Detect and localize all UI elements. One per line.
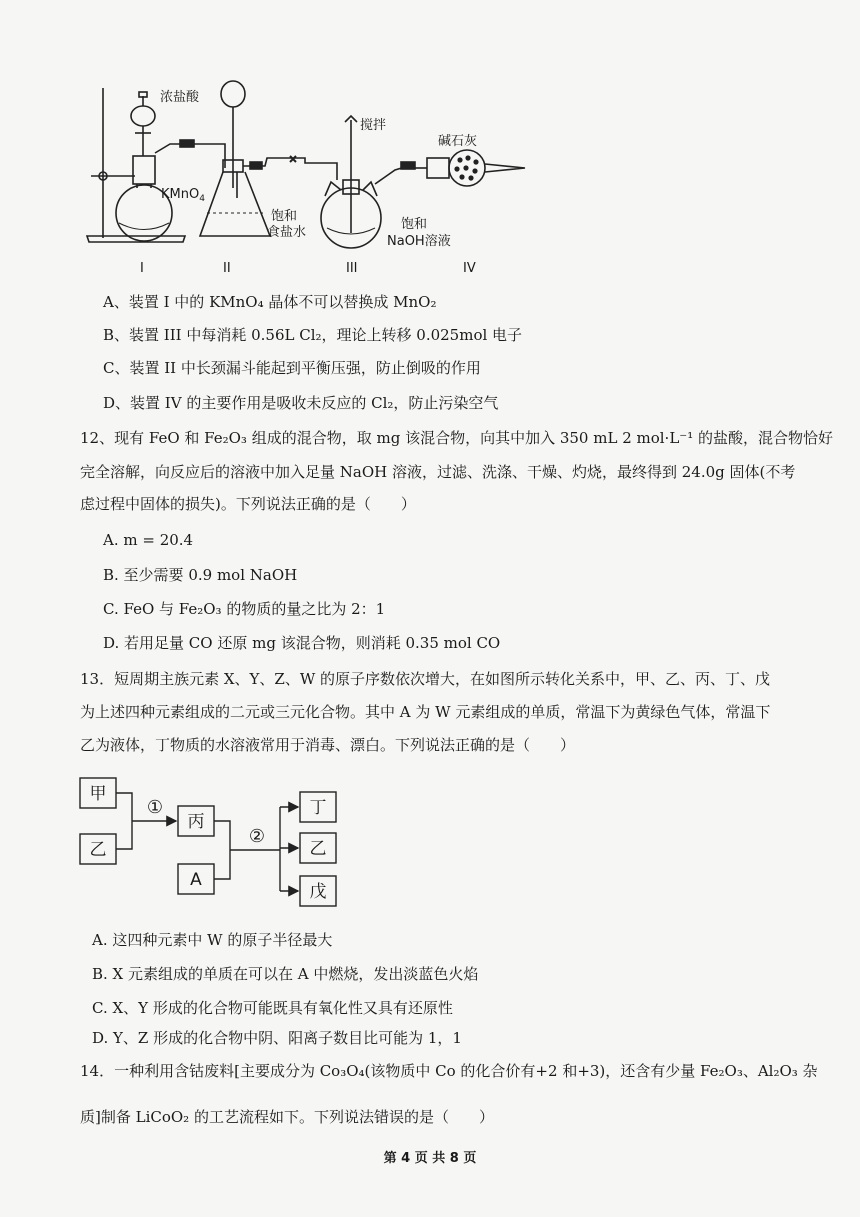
q13-stem-line2: 为上述四种元素组成的二元或三元化合物。其中 A 为 W 元素组成的单质，常温下为黄绿色气体，常温下 [80,703,771,721]
device-label-1: I [140,261,144,276]
q13-transformation-diagram [70,770,360,915]
label-soda-lime: 碱石灰 [438,134,478,149]
q11-option-a: A、装置 I 中的 KMnO₄ 晶体不可以替换成 MnO₂ [103,293,437,311]
device-label-2: II [223,261,231,276]
step-2-marker: ② [248,826,266,847]
q12-option-a: A. m = 20.4 [103,531,194,549]
q12-option-d: D. 若用足量 CO 还原 mg 该混合物，则消耗 0.35 mol CO [103,634,501,652]
q11-option-c: C、装置 II 中长颈漏斗能起到平衡压强，防止倒吸的作用 [103,359,481,377]
q11-option-d: D、装置 IV 的主要作用是吸收未反应的 Cl₂，防止污染空气 [103,394,499,412]
label-naoh-1: 饱和 [401,217,428,232]
step-1-marker: ① [146,797,164,818]
label-yi-product: 乙 [309,839,327,859]
label-a: A [190,870,202,890]
q13-option-a: A. 这四种元素中 W 的原子半径最大 [92,931,333,949]
q12-option-c: C. FeO 与 Fe₂O₃ 的物质的量之比为 2：1 [103,600,386,618]
label-conc-hcl: 浓盐酸 [160,90,200,105]
label-brine-1: 饱和 [271,209,298,224]
label-jia: 甲 [89,784,107,804]
q12-stem-line3: 虑过程中固体的损失)。下列说法正确的是（ ） [80,495,416,513]
label-kmno4: KMnO$_4$ [161,187,205,204]
q12-stem-line1: 12、现有 FeO 和 Fe₂O₃ 组成的混合物，取 mg 该混合物，向其中加入 350 mL 2 mol·L⁻¹ 的盐酸，混合物恰好 [80,429,833,447]
q13-option-d: D. Y、Z 形成的化合物中阴、阳离子数目比可能为 1，1 [92,1029,462,1047]
q13-option-b: B. X 元素组成的单质在可以在 A 中燃烧，发出淡蓝色火焰 [92,965,479,983]
label-brine-2: 食盐水 [267,225,307,240]
q14-stem-line1: 14．一种利用含钴废料[主要成分为 Co₃O₄(该物质中 Co 的化合价有+2 和+3)，还含有少量 Fe₂O₃、Al₂O₃ 杂 [80,1062,818,1080]
label-wu: 戊 [309,882,327,902]
label-naoh-2: NaOH溶液 [387,234,451,249]
q14-stem-line2: 质]制备 LiCoO₂ 的工艺流程如下。下列说法错误的是（ ） [80,1108,494,1126]
q12-stem-line2: 完全溶解，向反应后的溶液中加入足量 NaOH 溶液，过滤、洗涤、干燥、灼烧，最终得到 24.0g 固体(不考 [80,463,796,481]
q11-option-b: B、装置 III 中每消耗 0.56L Cl₂，理论上转移 0.025mol 电子 [103,326,523,344]
q13-option-c: C. X、Y 形成的化合物可能既具有氧化性又具有还原性 [92,999,453,1017]
device-label-3: III [346,261,358,276]
q13-stem-line1: 13．短周期主族元素 X、Y、Z、W 的原子序数依次增大，在如图所示转化关系中，甲、乙、丙、丁、戊 [80,670,771,688]
label-yi: 乙 [89,840,107,860]
chlorine-apparatus-figure [75,78,545,278]
device-label-4: IV [463,261,476,276]
label-stir: 搅拌 [360,118,387,133]
label-ding: 丁 [309,798,327,818]
label-bing: 丙 [187,812,205,832]
q13-stem-line3: 乙为液体，丁物质的水溶液常用于消毒、漂白。下列说法正确的是（ ） [80,736,576,754]
page-footer: 第 4 页 共 8 页 [383,1151,477,1166]
q12-option-b: B. 至少需要 0.9 mol NaOH [103,566,298,584]
